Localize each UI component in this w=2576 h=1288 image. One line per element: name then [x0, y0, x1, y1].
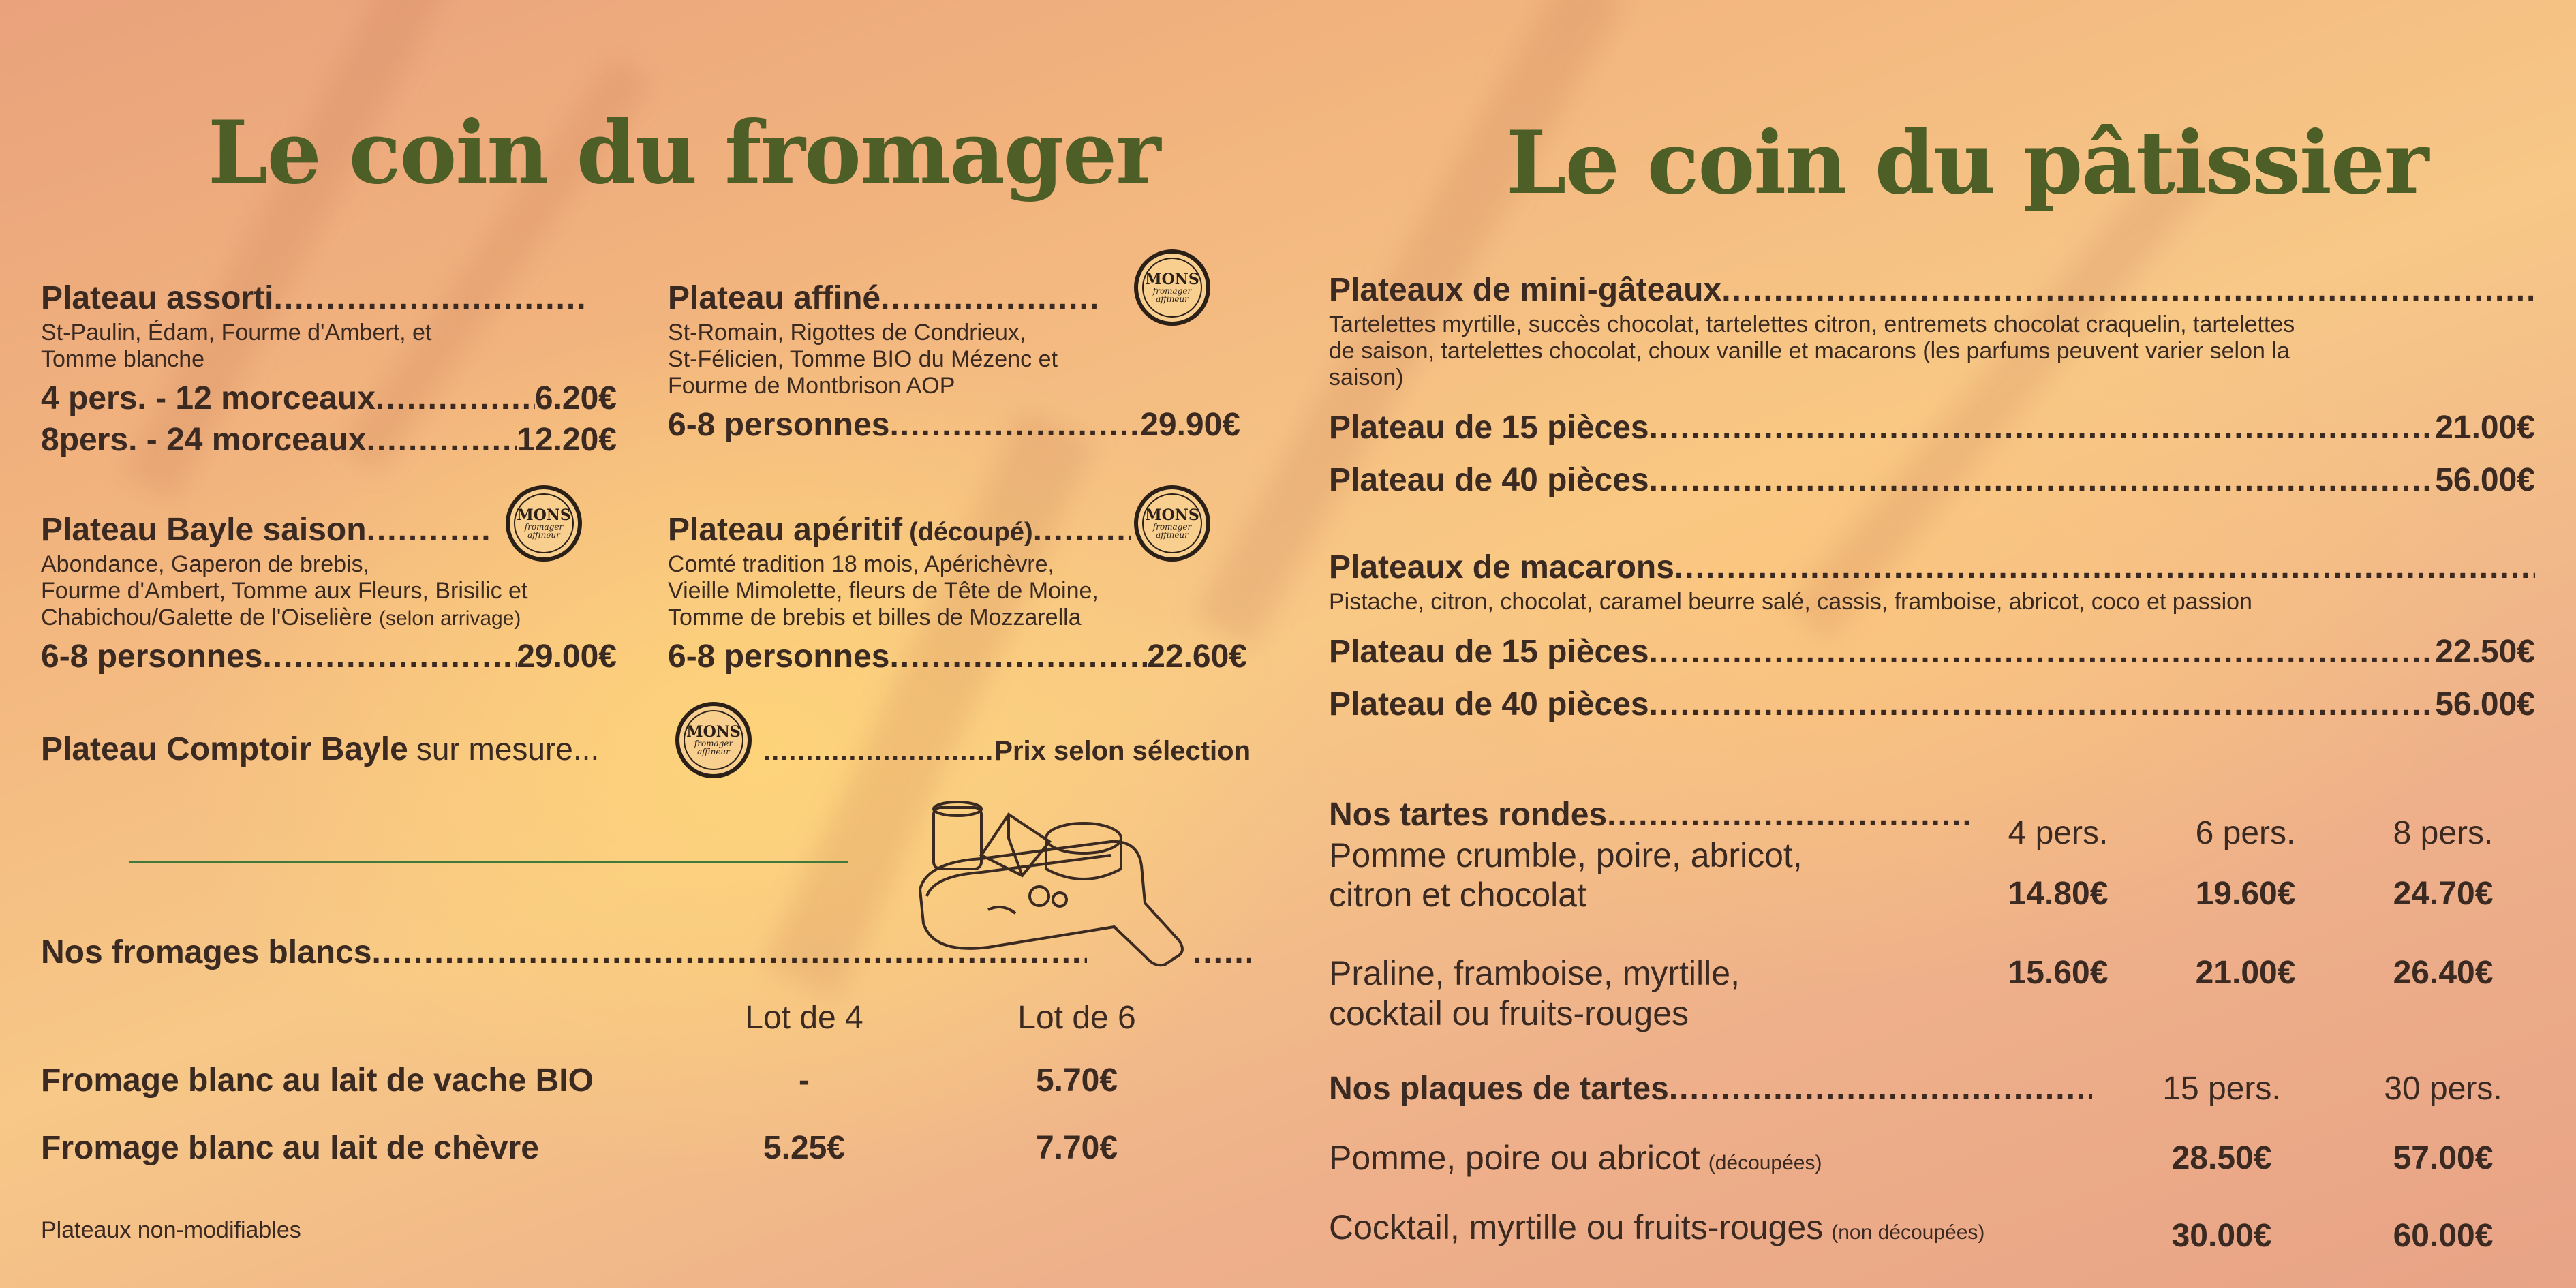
col-header: 6 pers.	[2195, 815, 2296, 851]
leader-dots	[1649, 461, 2436, 499]
item-name: Plateau apéritif	[668, 512, 903, 548]
mons-logo-icon: MONS fromager affineur	[675, 702, 752, 778]
leader-dots	[367, 511, 491, 549]
item-desc: Fourme d'Ambert, Tomme aux Fleurs, Brisilic et	[41, 578, 528, 604]
row-label: Plateau de 15 pièces	[1329, 410, 1649, 446]
leader-dots	[1649, 686, 2436, 723]
section-title: Nos plaques de tartes	[1329, 1071, 1669, 1107]
row-label: Plateau de 40 pièces	[1329, 462, 1649, 498]
item-name: Plateau affiné	[668, 280, 881, 316]
option-label: 6-8 personnes	[668, 639, 890, 675]
option-price: 6.20€	[534, 380, 617, 416]
option-price: 29.00€	[517, 639, 617, 675]
option-price: 29.90€	[1140, 407, 1240, 443]
comptoir-price-line	[763, 736, 1251, 767]
item-desc: St-Paulin, Édam, Fourme d'Ambert, et	[41, 320, 432, 346]
col-header-lot6: Lot de 6	[1017, 1000, 1136, 1036]
plateaux-mini-gateaux	[1329, 271, 2535, 499]
leader-dots	[763, 737, 994, 767]
option-label: 6-8 personnes	[41, 639, 263, 675]
plaque-row-note: (non découpées)	[1831, 1221, 1985, 1244]
row-label: Plateau de 40 pièces	[1329, 686, 1649, 722]
item-name: Plateau Comptoir Bayle	[41, 731, 408, 767]
tarte-row-line: cocktail ou fruits-rouges	[1329, 994, 1689, 1032]
leader-dots	[1649, 633, 2436, 671]
section-title: Nos tartes rondes	[1329, 797, 1608, 833]
tartes-rondes-header	[1329, 796, 1973, 833]
plaque-row-price: 57.00€	[2393, 1140, 2494, 1176]
leader-dots	[889, 406, 1140, 444]
item-desc: Abondance, Gaperon de brebis,	[41, 551, 370, 577]
tarte-row-line: Pomme crumble, poire, abricot,	[1329, 836, 1803, 874]
mons-logo-icon: MONS fromager affineur	[1134, 249, 1210, 326]
plaque-row-label: Pomme, poire ou abricot	[1329, 1139, 1700, 1177]
tarte-row-line: Praline, framboise, myrtille,	[1329, 954, 1740, 992]
plaques-tartes-header	[1329, 1070, 2092, 1107]
leader-dots	[371, 934, 1087, 971]
col-header: 30 pers.	[2384, 1071, 2502, 1107]
fromager-title: Le coin du fromager	[208, 102, 1160, 203]
item-desc: Fourme de Montbrison AOP	[668, 373, 955, 399]
leader-dots	[367, 421, 517, 459]
item-suffix: sur mesure...	[416, 731, 600, 767]
plateau-assorti	[41, 279, 617, 459]
plaque-row-price: 28.50€	[2171, 1140, 2272, 1176]
leader-dots	[273, 279, 587, 317]
item-note: (selon arrivage)	[379, 607, 521, 630]
plaque-row	[1329, 1138, 1822, 1178]
section-desc: de saison, tartelettes chocolat, choux vanille et macarons (les parfums peuvent varier selon la	[1329, 338, 2290, 364]
blanc-row-price: 5.25€	[763, 1130, 846, 1166]
tarte-row-price: 19.60€	[2195, 876, 2296, 912]
footnote: Plateaux non-modifiables	[41, 1217, 301, 1243]
blanc-row-price: -	[799, 1062, 810, 1099]
col-header: 4 pers.	[2008, 815, 2109, 851]
item-desc: St-Romain, Rigottes de Condrieux,	[668, 320, 1026, 346]
option-price: 12.20€	[517, 422, 617, 458]
plateau-comptoir-bayle	[41, 731, 599, 768]
item-desc: Tomme blanche	[41, 346, 205, 372]
item-desc: Tomme de brebis et billes de Mozzarella	[668, 604, 1082, 630]
option-label: 8pers. - 24 morceaux	[41, 422, 367, 458]
row-label: Plateau de 15 pièces	[1329, 634, 1649, 670]
plaque-row-label: Cocktail, myrtille ou fruits-rouges	[1329, 1208, 1824, 1246]
blanc-row-name: Fromage blanc au lait de vache BIO	[41, 1062, 594, 1099]
leader-dots-tail	[1193, 934, 1251, 971]
leader-dots	[889, 638, 1147, 675]
row-price: 22.50€	[2435, 634, 2535, 670]
fromages-blancs-header	[41, 934, 1247, 971]
tarte-row-price: 14.80€	[2008, 876, 2109, 912]
tarte-row-price: 21.00€	[2195, 955, 2296, 991]
section-title: Plateaux de mini-gâteaux	[1329, 272, 1722, 308]
row-price: 21.00€	[2435, 410, 2535, 446]
plaque-row	[1329, 1208, 1984, 1247]
leader-dots	[1033, 511, 1131, 549]
leader-dots	[375, 380, 535, 417]
tarte-row-price: 15.60€	[2008, 955, 2109, 991]
leader-dots	[880, 279, 1099, 317]
item-desc: St-Félicien, Tomme BIO du Mézenc et	[668, 346, 1058, 372]
item-desc: Vieille Mimolette, fleurs de Tête de Moine,	[668, 578, 1099, 604]
blanc-row-name: Fromage blanc au lait de chèvre	[41, 1130, 539, 1166]
item-desc: Comté tradition 18 mois, Apérichèvre,	[668, 551, 1054, 577]
tarte-row-price: 24.70€	[2393, 876, 2494, 912]
option-label: 6-8 personnes	[668, 407, 890, 443]
leader-dots	[1607, 796, 1973, 833]
section-divider	[129, 861, 848, 863]
item-name: Plateau assorti	[41, 280, 274, 316]
section-desc: Pistache, citron, chocolat, caramel beurre salé, cassis, framboise, abricot, coco et passion	[1329, 589, 2252, 615]
item-name: Plateau Bayle saison	[41, 512, 367, 548]
plaque-row-note: (découpées)	[1708, 1152, 1822, 1174]
leader-dots	[1649, 409, 2436, 446]
row-price: 56.00€	[2435, 686, 2535, 722]
section-desc: Tartelettes myrtille, succès chocolat, tartelettes citron, entremets chocolat craquelin, tartelettes	[1329, 311, 2295, 337]
blanc-row-price: 5.70€	[1035, 1062, 1118, 1099]
leader-dots	[262, 638, 517, 675]
item-desc: Chabichou/Galette de l'Oiselière (selon arrivage)	[41, 604, 521, 630]
col-header-lot4: Lot de 4	[745, 1000, 863, 1036]
section-desc: saison)	[1329, 365, 1404, 390]
leader-dots	[1669, 1070, 2092, 1107]
leader-dots	[1674, 549, 2535, 586]
tarte-row-price: 26.40€	[2393, 955, 2494, 991]
section-title: Nos fromages blancs	[41, 934, 372, 970]
patissier-title: Le coin du pâtissier	[1506, 112, 2428, 213]
mons-logo-icon: MONS fromager affineur	[1134, 485, 1210, 562]
option-price: 22.60€	[1147, 639, 1247, 675]
option-price: Prix selon sélection	[994, 736, 1251, 766]
col-header: 8 pers.	[2393, 815, 2494, 851]
leader-dots	[1721, 271, 2535, 309]
option-label: 4 pers. - 12 morceaux	[41, 380, 375, 416]
plaque-row-price: 30.00€	[2171, 1218, 2272, 1254]
tarte-row-line: citron et chocolat	[1329, 876, 1586, 914]
blanc-row-price: 7.70€	[1035, 1130, 1118, 1166]
plaque-row-price: 60.00€	[2393, 1218, 2494, 1254]
col-header: 15 pers.	[2162, 1071, 2281, 1107]
plateaux-macarons	[1329, 549, 2535, 723]
item-note: (découpé)	[909, 518, 1033, 547]
mons-logo-icon: MONS fromager affineur	[506, 485, 582, 562]
row-price: 56.00€	[2435, 462, 2535, 498]
section-title: Plateaux de macarons	[1329, 549, 1674, 585]
